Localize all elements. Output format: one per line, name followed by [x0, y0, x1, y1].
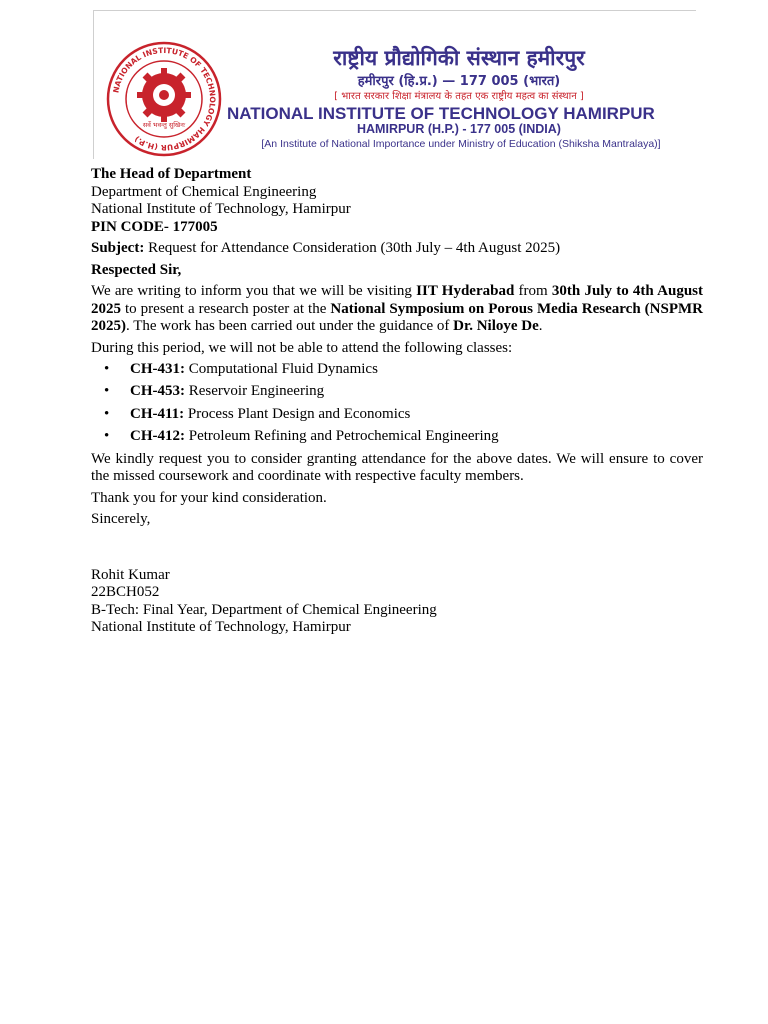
list-item: • CH-453: Reservoir Engineering: [104, 383, 325, 400]
subject-line: [91, 240, 703, 258]
institute-address-english: HAMIRPUR (H.P.) - 177 005 (INDIA): [357, 122, 561, 136]
bullet-icon: •: [104, 383, 110, 400]
salutation: Respected Sir,: [91, 261, 182, 278]
bullet-icon: •: [104, 405, 110, 422]
institute-address-hindi: हमीरपुर (हि.प्र.) — 177 005 (भारत): [357, 74, 561, 89]
recipient-block: [91, 166, 703, 236]
institute-name-hindi: राष्ट्रीय प्रौद्योगिकी संस्थान हमीरपुर: [333, 46, 585, 70]
sender-roll: 22BCH052: [91, 584, 160, 601]
recipient-department: Department of Chemical Engineering: [91, 183, 317, 200]
recipient-title: The Head of Department: [91, 166, 252, 182]
institute-logo: [106, 41, 222, 157]
bullet-icon: •: [104, 361, 110, 377]
letter-body: [91, 166, 703, 637]
institute-name-english: NATIONAL INSTITUTE OF TECHNOLOGY HAMIRPUR: [227, 104, 655, 123]
recipient-institute: National Institute of Technology, Hamirpur: [91, 201, 351, 217]
logo-motto: सर्वे भवन्तु सुखिनः: [142, 121, 186, 129]
list-item: • CH-411: Process Plant Design and Economics: [104, 405, 411, 422]
letterhead: [93, 10, 696, 159]
recipient-pin: PIN CODE- 177005: [91, 218, 218, 235]
bullet-icon: •: [104, 428, 110, 445]
institute-tagline-english: [An Institute of National Importance under Ministry of Education (Shiksha Mantralaya)]: [261, 138, 661, 150]
subject-text: Request for Attendance Consideration (30th July – 4th August 2025): [148, 240, 561, 256]
signature-block: [91, 567, 703, 637]
list-item: • CH-412: Petroleum Refining and Petrochemical Engineering: [104, 428, 499, 445]
logo-ring-text: NATIONAL INSTITUTE OF TECHNOLOGY HAMIRPUR (H.P.): [111, 45, 218, 153]
closing: Sincerely,: [91, 511, 151, 528]
paragraph-thanks: Thank you for your kind consideration.: [91, 489, 327, 506]
paragraph-classes-intro: During this period, we will not be able to attend the following classes:: [91, 339, 513, 356]
course-list: [91, 361, 703, 451]
subject-label: Subject:: [91, 240, 145, 256]
paragraph-request: We kindly request you to consider granting attendance for the above dates. We will ensure to cover the missed coursework and coordinate with respective faculty members.: [91, 450, 703, 485]
sender-program: B-Tech: Final Year, Department of Chemical Engineering: [91, 601, 437, 618]
institute-tagline-hindi: [ भारत सरकार शिक्षा मंत्रालय के तहत एक राष्ट्रीय महत्व का संस्थान ]: [334, 91, 584, 102]
list-item: • CH-431: Computational Fluid Dynamics: [104, 361, 378, 377]
paragraph-visit: We are writing to inform you that we will be visiting IIT Hyderabad from 30th July to 4th August 2025 to present a research poster at the National Symposium on Porous Media Research (NSPMR 2025). The work has been carried out under the guidance of Dr. Niloye De.: [91, 283, 703, 334]
sender-institute: National Institute of Technology, Hamirpur: [91, 619, 351, 636]
sender-name: Rohit Kumar: [91, 566, 170, 583]
